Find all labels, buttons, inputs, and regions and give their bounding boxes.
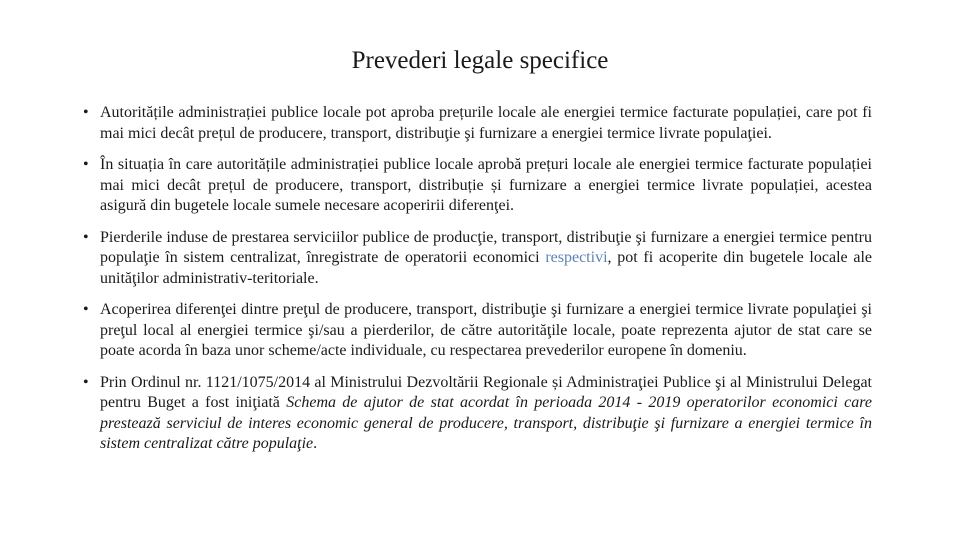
- bullet-icon: •: [83, 104, 89, 121]
- bullet-text: Autoritățile administrației publice locale pot aproba prețurile locale ale energiei termice facturate populației, care pot fi mai mici decât prețul de producere, transport, distribuţie şi furnizare a energiei termice livrate populaţiei.: [100, 104, 872, 142]
- scheme-title-italic: Schema de ajutor de stat acordat în perioada 2014 - 2019 operatorilor economici care prestează serviciul de interes economic general de producere, transport, distribuţie şi furnizare a energiei termice în sistem centralizat către populaţie: [100, 394, 873, 452]
- bullet-item: [80, 300, 872, 362]
- bullet-item: [80, 228, 872, 290]
- bullet-text-end: , pot fi acoperite din bugetele locale ale unităţilor administrativ-teritoriale.: [100, 249, 873, 287]
- bullet-text: Pierderile induse de prestarea serviciilor publice de producţie, transport, distribuţie şi furnizare a energiei termice pentru populaţie în sistem centralizat, înregistrate de operatorii economici: [100, 228, 872, 266]
- bullet-icon: •: [83, 373, 89, 391]
- bullet-text: În situația în care autoritățile administrației publice locale aprobă prețuri locale ale energiei termice facturate populației mai mici decât prețul de producere, transport, distribuție și furnizare a energiei termice livrate populației, acestea asigură din bugetele locale sumele necesare acoperirii diferenţei.: [100, 156, 872, 214]
- bullet-text: Acoperirea diferenţei dintre preţul de producere, transport, distribuţie şi furnizare a energiei termice livrate populaţiei şi preţul local al energiei termice şi/sau a pierderilor, de către autorităţile locale, poate reprezenta ajutor de stat care se poate acorda în baza unor scheme/acte individuale, cu respectarea prevederilor europene în domeniu.: [100, 301, 872, 359]
- slide-title: Prevederi legale specifice: [351, 47, 609, 74]
- highlighted-word: respectivi: [545, 249, 608, 266]
- bullet-item: [80, 103, 872, 144]
- bullet-icon: •: [83, 228, 89, 246]
- bullet-text-end: .: [313, 435, 318, 452]
- bullet-list: [80, 103, 872, 466]
- bullet-text: Prin Ordinul nr. 1121/1075/2014 al Ministrului Dezvoltării Regionale și Administraţiei Publice şi al Ministrului Delegat pentru Buget a fost iniţiată: [100, 373, 872, 411]
- bullet-icon: •: [83, 156, 89, 173]
- bullet-icon: •: [83, 301, 89, 318]
- bullet-item: [80, 373, 872, 455]
- bullet-item: [80, 155, 872, 217]
